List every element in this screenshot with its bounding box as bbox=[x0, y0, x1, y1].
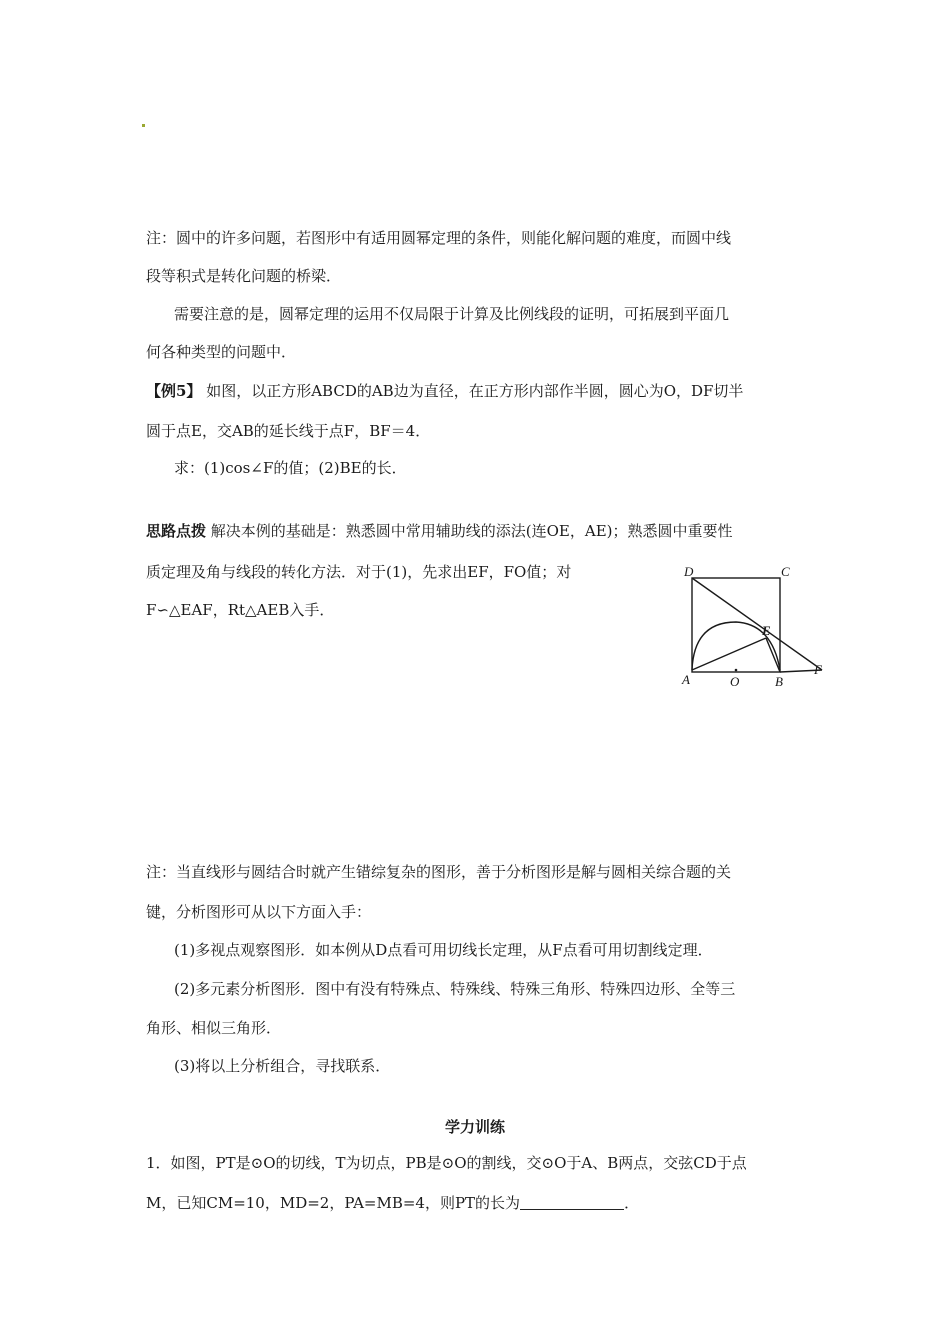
example5-line1 bbox=[146, 381, 743, 401]
note2-item3: (3)将以上分析组合，寻找联系． bbox=[174, 1057, 391, 1075]
note2-item2a: (2)多元素分析图形．图中有没有特殊点、特殊线、特殊三角形、特殊四边形、全等三 bbox=[174, 980, 736, 998]
training-q1-text: M，已知CM=10，MD=2，PA=MB=4，则PT的长为 bbox=[146, 1194, 521, 1212]
note1-line3: 需要注意的是，圆幂定理的运用不仅局限于计算及比例线段的证明，可拓展到平面几 bbox=[174, 305, 730, 323]
example5-text: 如图，以正方形ABCD的AB边为直径，在正方形内部作半圆，圆心为O，DF切半 bbox=[201, 382, 744, 400]
label-b: B bbox=[775, 674, 783, 689]
label-e: E bbox=[762, 623, 771, 638]
label-o: O bbox=[730, 674, 740, 689]
label-d: D bbox=[684, 564, 694, 579]
note1-line2: 段等积式是转化问题的桥梁． bbox=[146, 267, 342, 285]
training-q1-line2 bbox=[146, 1193, 639, 1213]
stray-mark bbox=[142, 124, 145, 127]
geometry-figure bbox=[674, 562, 834, 692]
note2-item1: (1)多视点观察图形．如本例从D点看可用切线长定理，从F点看可用切割线定理． bbox=[174, 941, 713, 959]
label-f: F bbox=[814, 662, 822, 677]
hint-line3: F∽△EAF，Rt△AEB入手． bbox=[146, 601, 335, 619]
note2-line2: 键，分析图形可从以下方面入手： bbox=[146, 903, 372, 921]
note2-item2b: 角形、相似三角形． bbox=[146, 1019, 282, 1037]
hint-line1 bbox=[146, 521, 733, 541]
note1-line4: 何各种类型的问题中． bbox=[146, 343, 297, 361]
note1-line1: 注：圆中的许多问题，若图形中有适用圆幂定理的条件，则能化解问题的难度，而圆中线 bbox=[146, 229, 732, 247]
example5-tag: 【例5】 bbox=[146, 382, 202, 400]
label-c: C bbox=[781, 564, 790, 579]
center-point bbox=[735, 669, 738, 672]
training-q1-end: ． bbox=[624, 1194, 640, 1212]
note2-line1: 注：当直线形与圆结合时就产生错综复杂的图形，善于分析图形是解与圆相关综合题的关 bbox=[146, 863, 732, 881]
chord-ae bbox=[692, 638, 766, 670]
hint-label: 思路点拨 bbox=[146, 522, 207, 540]
chord-be bbox=[766, 638, 780, 672]
hint-line2: 质定理及角与线段的转化方法．对于(1)，先求出EF，FO值；对 bbox=[146, 563, 572, 581]
training-title: 学力训练 bbox=[444, 1118, 505, 1136]
label-a: A bbox=[682, 672, 690, 687]
hint-text: 解决本例的基础是：熟悉圆中常用辅助线的添法(连OE，AE)；熟悉圆中重要性 bbox=[206, 522, 733, 540]
answer-blank[interactable] bbox=[520, 1195, 624, 1210]
example5-question: 求：(1)cos∠F的值；(2)BE的长． bbox=[174, 459, 407, 477]
tangent-line-df bbox=[692, 578, 822, 670]
training-q1-line1: 1．如图，PT是⊙O的切线，T为切点，PB是⊙O的割线，交⊙O于A、B两点，交弦CD于点 bbox=[146, 1154, 747, 1172]
example5-line2: 圆于点E，交AB的延长线于点F，BF＝4． bbox=[146, 422, 431, 440]
